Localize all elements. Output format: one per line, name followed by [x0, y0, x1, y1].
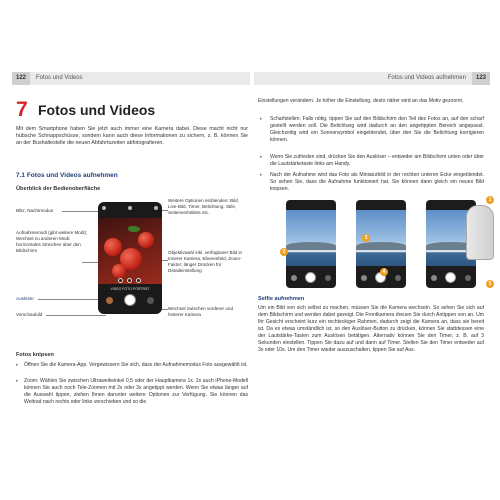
callout-marker: 3: [362, 234, 370, 242]
section-heading: 7.1 Fotos und Videos aufnehmen: [16, 172, 118, 179]
running-title: Fotos und Videos aufnehmen: [387, 75, 466, 81]
tomato-shape: [104, 238, 122, 256]
mode-strip: VIDEO FOTO PORTRÄT: [110, 287, 150, 291]
bullet-arrow-icon: ▸: [260, 172, 263, 178]
leader-line: [162, 260, 168, 261]
subsection-fotos-knipsen: Fotos knipsen: [16, 352, 54, 358]
leader-line: [62, 211, 98, 212]
label-objektivwahl: Objektivwahl inkl. verfügbarer Bild in Innerer Kamera, Ebenenfeld, Zoom-Faktor; länger Drücken für Detaileinstellung: [168, 250, 243, 273]
bullet-item: ▸ Wenn Sie zufrieden sind, drücken Sie den Auslöser – entweder am Bildschirm unten oder über die Lautstärketaste links am Handy.: [260, 154, 484, 167]
callout-marker: 1: [486, 196, 494, 204]
bullet-item: ▸ Zoom: Wählen Sie zwischen Ultraweitwinkel 0,5 oder der Hauptkamera 1x. 2x auch iPhone-Modell können Sie auch noch Tele-Zoomen mit 2x oder 3x angetippt werden. Wenn Sie etwas länger auf die Auswahl tippen, ziehen Ihnen darunter weitere Optionen zur Verfügung. Sie können das Weitrad nach rechts oder links verschieben und so die: [16, 378, 248, 405]
label-kamerawechsel: Wechsel zwischen vorderer und hinterer Kamera: [168, 306, 234, 317]
bullet-item: ▸ Nach der Aufnahme wird das Foto als Miniaturbild in der rechten unteren Ecke eingeblendet. So sehen Sie, dass die Aufnahme funktioniert hat. Sie können dann gleich ein neues Bild knipsen.: [260, 172, 484, 192]
shutter-button-icon: [124, 294, 136, 306]
camera-top-bar: [102, 206, 158, 212]
label-aufnahmemodi: Aufnahmemodi (gibt weitere Modi); Wechsel zu anderen Modi: horizontales Streichen über den Bildschirm: [16, 230, 88, 253]
left-page: [12, 72, 250, 500]
leader-line: [82, 262, 98, 263]
bullet-arrow-icon: ▸: [16, 362, 19, 368]
bullet-arrow-icon: ▸: [260, 154, 263, 160]
bullet-item: ▸ Öffnen Sie die Kamera-App. Vergewissern Sie sich, dass der Aufnahmemodus Foto ausgewählt ist.: [16, 362, 248, 368]
leader-line: [46, 315, 106, 316]
callout-marker: 4: [380, 268, 388, 276]
zoom-button: [127, 278, 132, 283]
camera-switch-icon: [147, 297, 154, 304]
chevron-up-icon: [128, 206, 132, 210]
camera-ui-phone: [98, 202, 162, 314]
leaf-shape: [128, 226, 140, 232]
bullet-arrow-icon: ▸: [260, 116, 263, 122]
label-blitz: Blitz, Nachtmodus: [16, 208, 54, 213]
label-ausloeser: Auslöser: [16, 296, 34, 301]
shutter-icon: [445, 272, 456, 283]
left-page-header: [12, 72, 250, 85]
label-vorschaubild: Vorschaubild: [16, 312, 43, 317]
thumbnail-icon: [291, 275, 297, 281]
subsection-heading: Überblick der Bedienoberfläche: [16, 186, 101, 192]
chapter-title: Fotos und Videos: [38, 102, 156, 118]
page-number: 123: [472, 72, 490, 85]
live-photo-icon: [154, 206, 158, 210]
viewfinder-image: [98, 218, 162, 284]
chapter-number: 7: [16, 98, 28, 121]
preview-thumbnail-icon: [106, 297, 113, 304]
camera-switch-icon: [465, 275, 471, 281]
zoom-selector: [118, 278, 142, 283]
bullet-item: ▸ Scharfstellen: Falls nötig, tippen Sie auf den Bildschirm den Teil des Fotos an, auf den scharf gestellt werden soll. Die Belichtung wird dadurch an den angetippten Bereich angepasst. Gleichzeitig wird ein Sonnensymbol eingeblendet, über den Sie die Belichtung korrigieren können.: [260, 116, 484, 143]
screenshot-viewfinder: [286, 200, 336, 288]
bullet-arrow-icon: ▸: [16, 378, 19, 384]
page-number: 122: [12, 72, 30, 85]
running-title: Fotos und Videos: [36, 75, 83, 81]
hand-illustration: [466, 205, 494, 260]
camera-switch-icon: [395, 275, 401, 281]
zoom-button: [136, 278, 141, 283]
leader-line: [162, 210, 168, 211]
thumbnail-icon: [431, 275, 437, 281]
hill-shape: [356, 242, 406, 250]
callout-marker: 5: [486, 280, 494, 288]
sky-image: [286, 210, 336, 266]
tomato-shape: [112, 264, 126, 278]
continuation-text: Einstellungen verändern. Je höher die Einstellung, desto näher wird an das Motiv gezoomt.: [258, 98, 464, 104]
thumbnail-icon: [361, 275, 367, 281]
callout-marker: 2: [280, 248, 288, 256]
hill-shape: [286, 242, 336, 250]
shutter-icon: [305, 272, 316, 283]
intro-paragraph: Mit dem Smartphone haben Sie jetzt auch immer eine Kamera dabei. Diese macht nicht nur hübsche Schnappschüsse, sondern kann auch diese Informationen zu sichern, z. B. können Sie an der Bushaltestelle die neuen Abfahrtszeiten abfotografieren.: [16, 126, 248, 146]
tomato-shape: [138, 232, 154, 248]
flash-icon: [102, 206, 106, 210]
subsection-selfie: Selfie aufnehmen: [258, 296, 305, 302]
right-page-header: [254, 72, 490, 85]
selfie-paragraph: Um ein Bild von sich selbst zu machen, müssen Sie die Kamera wechseln. So sehen Sie sich auf dem Bildschirm und werden dabei gezeigt. Die Frontkamera dreuen Sie durch Antippen von an. Um Ihr Gesicht erscheint kurz ein rechteckiger Rahmen, dadurch zeigt die Kamera an, dass sie bereit ist. Da es etwas umständlich ist, so den Auslöser-Button zu drücken, können Sie stattdessen eine der Lautstärke-Tasten zum Auslösen betätigen. Alternativ können Sie den Timer, z. B. auf 3 Sekunden einstellen. Tippen Sie dazu auf und dann auf Timer. Stellen Sie den Timer entweder auf 3s oder 10s. Um den Timer wieder auszuschalten, tippen Sie auf Aus.: [258, 305, 484, 353]
camera-switch-icon: [325, 275, 331, 281]
label-weitere-optionen: Weitere Optionen einblenden: Bild, Live-Bild, Timer, Belichtung, Stile, Seitenverhältnis etc.: [168, 198, 239, 215]
zoom-button: [118, 278, 123, 283]
